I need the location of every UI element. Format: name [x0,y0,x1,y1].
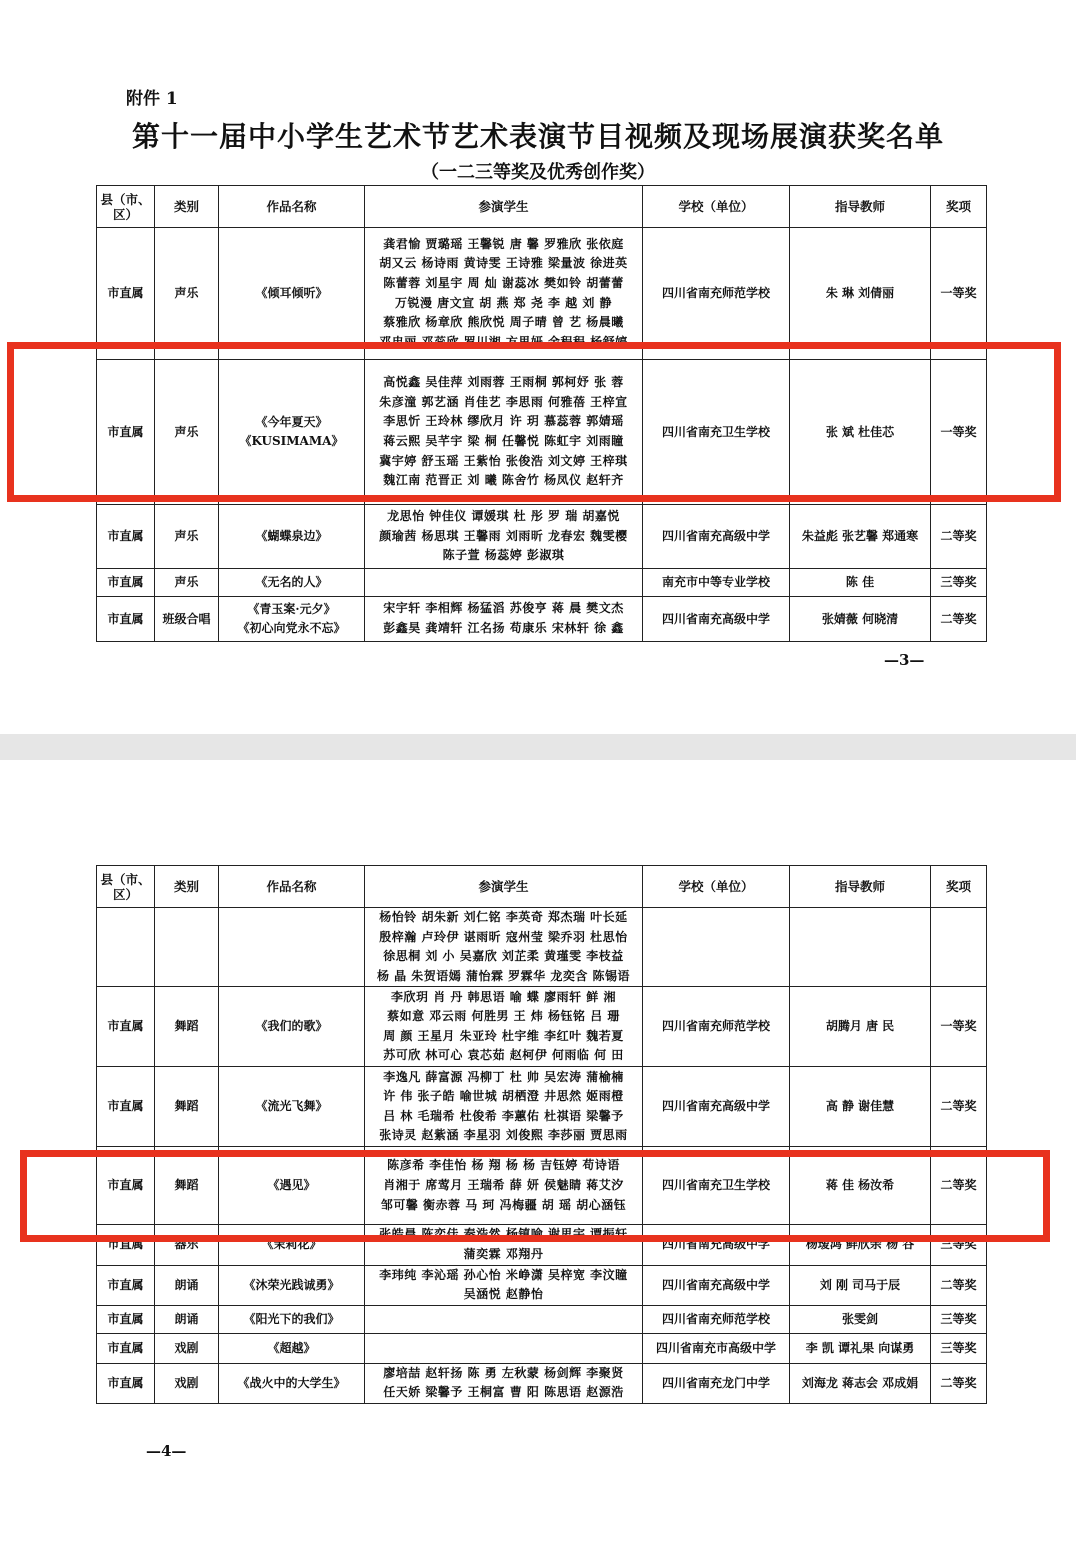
student-names-line: 李逸凡 薛富源 冯柳丁 杜 帅 吴宏涛 蒲榆楠 [383,1069,624,1084]
students-cell [365,1333,643,1363]
work-title-cell [219,908,365,987]
category-cell: 舞蹈 [155,1067,219,1147]
county-cell: 市直属 [97,1363,155,1403]
category-cell: 朗诵 [155,1305,219,1333]
header-school: 学校（单位） [643,186,790,228]
teachers-cell [790,908,931,987]
page-number: —4— [146,1442,187,1460]
attachment-label: 附件 1 [126,89,178,109]
header-award: 奖项 [931,866,987,908]
school-cell: 四川省南充市高级中学 [643,1333,790,1363]
county-cell: 市直属 [97,987,155,1067]
header-county: 县（市、区） [97,186,155,228]
award-cell: 二等奖 [931,1265,987,1305]
school-cell: 四川省南充卫生学校 [643,360,790,505]
school-cell: 四川省南充高级中学 [643,597,790,642]
school-cell: 四川省南充高级中学 [643,1265,790,1305]
header-award: 奖项 [931,186,987,228]
work-title-cell [219,987,365,1067]
award-table-page-4 [96,865,987,1404]
student-names-line: 吕 林 毛瑞希 杜俊希 李蕙佑 杜祺语 梁馨予 [383,1108,624,1123]
school-cell: 四川省南充高级中学 [643,505,790,569]
student-names-line: 高悦鑫 吴佳萍 刘雨蓉 王雨桐 郭柯妤 张 蓉 [383,375,624,390]
table-row [97,1265,987,1305]
category-cell: 戏剧 [155,1363,219,1403]
table-row [97,1067,987,1147]
county-cell: 市直属 [97,228,155,360]
student-names-line: 任天娇 梁馨予 王桐富 曹 阳 陈思语 赵源浩 [383,1385,624,1400]
students-cell [365,1363,643,1403]
table-row [97,597,987,642]
document-subtitle: （一二三等奖及优秀创作奖） [421,162,655,183]
category-cell: 舞蹈 [155,1147,219,1225]
student-names-line: 胡又云 杨诗雨 黄诗雯 王诗雅 梁量波 徐进英 [379,256,628,271]
header-students: 参演学生 [365,186,643,228]
work-title-line: 《超越》 [267,1340,316,1355]
work-title-cell [219,1067,365,1147]
teachers-cell: 朱 琳 刘倩丽 [790,228,931,360]
student-names-line: 徐思桐 刘 小 吴嘉欣 刘芷柔 黄瑾雯 李枝益 [383,949,624,964]
teachers-cell: 胡腾月 唐 民 [790,987,931,1067]
student-names-line: 彭鑫昊 龚靖轩 江名扬 苟康乐 宋林轩 徐 鑫 [383,621,624,635]
student-names-line: 冀宇婷 舒玉瑶 王紫怡 张俊浩 刘文婷 王梓琪 [379,453,628,468]
work-title-line: 《无名的人》 [255,575,328,589]
award-cell: 二等奖 [931,1363,987,1403]
work-title-cell [219,505,365,569]
teachers-cell: 杨瑷鸿 鲜欣余 杨 谷 [790,1225,931,1265]
work-title-line: 《战火中的大学生》 [237,1375,346,1390]
header-school: 学校（单位） [643,866,790,908]
work-title-line: 《青玉案·元夕》 [247,602,336,616]
award-cell: 一等奖 [931,228,987,360]
category-cell: 声乐 [155,505,219,569]
school-cell [643,908,790,987]
category-cell: 器乐 [155,1225,219,1265]
work-title-cell [219,569,365,597]
table-row [97,1363,987,1403]
highlight-box-row-2 [7,342,1061,502]
work-title-cell [219,1305,365,1333]
teachers-cell: 张 斌 杜佳芯 [790,360,931,505]
work-title-cell [219,228,365,360]
category-cell: 舞蹈 [155,987,219,1067]
award-cell: 一等奖 [931,987,987,1067]
teachers-cell: 高 静 谢佳慧 [790,1067,931,1147]
header-category: 类别 [155,186,219,228]
work-title-line: 《遇见》 [267,1178,316,1193]
teachers-cell: 蒋 佳 杨汝希 [790,1147,931,1225]
student-names-line: 宋宇轩 李相辉 杨猛滔 苏俊亨 蒋 晨 樊文杰 [383,601,624,616]
student-names-line: 龙思怡 钟佳仪 谭媛琪 杜 彤 罗 瑞 胡嘉悦 [387,509,620,524]
teachers-cell: 陈 佳 [790,569,931,597]
student-names-line: 陈彦希 李佳怡 杨 翔 杨 杨 吉钰婷 苟诗语 [387,1158,620,1173]
teachers-cell: 朱益彪 张艺馨 郑通寒 [790,505,931,569]
student-names-line: 苏可欣 林可心 袁芯茹 赵柯伊 何雨临 何 田 [383,1048,624,1063]
award-cell: 二等奖 [931,505,987,569]
header-teachers: 指导教师 [790,186,931,228]
header-work: 作品名称 [219,866,365,908]
teachers-cell: 张雯剑 [790,1305,931,1333]
category-cell: 声乐 [155,569,219,597]
school-cell: 四川省南充师范学校 [643,1305,790,1333]
student-names-line: 蔡如意 邓云雨 何胜男 王 炜 杨钰铭 吕 珊 [387,1009,620,1024]
work-title-line: 《沐荣光践诚勇》 [243,1277,340,1292]
students-cell [365,505,643,569]
county-cell: 市直属 [97,1225,155,1265]
students-cell [365,1067,643,1147]
teachers-cell: 刘海龙 蒋志会 邓成娟 [790,1363,931,1403]
work-title-cell [219,1265,365,1305]
teachers-cell: 李 凯 谭礼果 向谋勇 [790,1333,931,1363]
students-cell [365,908,643,987]
student-names-line: 李玮纯 李沁瑶 孙心怡 米峥潇 吴梓宽 李汶瞳 [379,1267,628,1282]
award-cell: 三等奖 [931,1333,987,1363]
students-cell [365,228,643,360]
school-cell: 四川省南充卫生学校 [643,1147,790,1225]
work-title-cell [219,1363,365,1403]
work-title-line: 《蝴蝶泉边》 [255,529,328,543]
header-category: 类别 [155,866,219,908]
work-title-line: 《KUSIMAMA》 [239,434,344,448]
work-title-line: 《初心向党永不忘》 [237,621,346,635]
student-names-line: 蒲奕霖 邓翔丹 [463,1246,544,1261]
table-row [97,908,987,987]
county-cell: 市直属 [97,597,155,642]
students-cell [365,987,643,1067]
school-cell: 四川省南充龙门中学 [643,1363,790,1403]
category-cell: 声乐 [155,228,219,360]
student-names-line: 陈蕾蓉 刘星宇 周 灿 谢蕊冰 樊如铃 胡蕾蕾 [383,275,624,290]
school-cell: 四川省南充师范学校 [643,987,790,1067]
table-row [97,1333,987,1363]
student-names-line: 龚君愉 贾璐瑶 王馨锐 唐 馨 罗雅欣 张依庭 [383,236,624,251]
county-cell: 市直属 [97,1265,155,1305]
students-cell [365,569,643,597]
student-names-line: 张皓晨 陈奕佳 秦浩然 杨镇喻 谢思宇 谭振轩 [379,1227,628,1242]
teachers-cell: 刘 刚 司马于辰 [790,1265,931,1305]
student-names-line: 李思忻 王玲林 缪欣月 许 玥 慕蕊蓉 郭婧瑶 [383,414,624,429]
student-names-line: 肖湘于 席莺月 王瑞希 薛 妍 侯魅睛 蒋艾汐 [383,1178,624,1193]
county-cell: 市直属 [97,1067,155,1147]
table-row [97,505,987,569]
county-cell: 市直属 [97,1333,155,1363]
category-cell: 朗诵 [155,1265,219,1305]
work-title-line: 《今年夏天》 [255,415,328,429]
work-title-line: 《阳光下的我们》 [243,1311,340,1326]
student-names-line: 殷梓瀚 卢玲伊 谌雨昕 寇州莹 梁乔羽 杜思怡 [379,929,628,944]
student-names-line: 蒋云熙 吴芊宇 梁 桐 任馨悦 陈虹宇 刘雨瞳 [383,434,624,448]
county-cell [97,908,155,987]
award-cell: 二等奖 [931,1147,987,1225]
teachers-cell: 张婧薇 何晓清 [790,597,931,642]
student-names-line: 邹可馨 衡赤蓉 马 珂 冯梅疆 胡 瑶 胡心涵钰 [380,1197,627,1212]
county-cell: 市直属 [97,1147,155,1225]
student-names-line: 魏江南 范晋正 刘 曦 陈舍竹 杨凤仪 赵轩齐 [383,473,624,488]
student-names-line: 朱彦潼 郭艺涵 肖佳艺 李思雨 何雅蓓 王梓宣 [379,394,628,409]
students-cell [365,1265,643,1305]
county-cell: 市直属 [97,1305,155,1333]
students-cell [365,1305,643,1333]
work-title-line: 《倾耳倾听》 [255,286,328,300]
page-separator [0,734,1076,760]
work-title-line: 《我们的歌》 [255,1019,328,1034]
highlight-box-row-yujian [20,1150,1050,1242]
student-names-line: 李欣玥 肖 丹 韩思语 喻 蝶 廖雨轩 鲜 湘 [391,989,616,1004]
school-cell: 四川省南充师范学校 [643,228,790,360]
award-cell: 三等奖 [931,1305,987,1333]
table-row [97,987,987,1067]
header-county: 县（市、区） [97,866,155,908]
student-names-line: 蔡雅欣 杨章欣 熊欣悦 周子晴 曾 艺 杨晨曦 [383,315,624,330]
award-cell: 二等奖 [931,1067,987,1147]
student-names-line: 张诗灵 赵紫涵 李星羽 刘俊熙 李莎丽 贾思雨 [379,1128,628,1143]
school-cell: 四川省南充高级中学 [643,1067,790,1147]
header-work: 作品名称 [219,186,365,228]
county-cell: 市直属 [97,360,155,505]
work-title-cell [219,597,365,642]
student-names-line: 廖培喆 赵轩扬 陈 勇 左秋蒙 杨剑辉 李聚贤 [383,1365,624,1380]
category-cell: 班级合唱 [155,597,219,642]
page-number: —3— [884,651,925,669]
student-names-line: 杨 晶 朱贺语嫣 蒲怡霖 罗霖华 龙奕含 陈锡语 [376,968,631,983]
student-names-line: 颜瑜茜 杨思琪 王馨雨 刘雨昕 龙春宏 魏雯樱 [379,528,628,543]
county-cell: 市直属 [97,505,155,569]
table-header-row [97,866,987,908]
work-title-line: 《流光飞舞》 [255,1099,328,1114]
category-cell: 戏剧 [155,1333,219,1363]
award-cell: 三等奖 [931,569,987,597]
school-cell: 四川省南充高级中学 [643,1225,790,1265]
category-cell: 声乐 [155,360,219,505]
table-row [97,569,987,597]
award-cell: 三等奖 [931,1225,987,1265]
student-names-line: 许 伟 张子皓 喻世城 胡栖澄 井思然 姬雨橙 [383,1089,624,1104]
table-row [97,1305,987,1333]
category-cell [155,908,219,987]
student-names-line: 陈子萱 杨蕊婷 彭淑琪 [442,548,565,563]
students-cell [365,597,643,642]
header-teachers: 指导教师 [790,866,931,908]
county-cell: 市直属 [97,569,155,597]
school-cell: 南充市中等专业学校 [643,569,790,597]
student-names-line: 吴涵悦 赵静怡 [463,1287,544,1302]
table-header-row [97,186,987,228]
document-title: 第十一届中小学生艺术节艺术表演节目视频及现场展演获奖名单 [131,120,944,153]
header-students: 参演学生 [365,866,643,908]
table-row [97,228,987,360]
student-names-line: 万锐漫 唐文宣 胡 燕 郑 尧 李 越 刘 静 [394,295,613,310]
student-names-line: 周 颜 王星月 朱亚玲 杜宇维 李红叶 魏若夏 [383,1028,624,1043]
student-names-line: 邓忠丽 邓蕊欣 罗川湘 方思妍 余程程 杨舒婷 [379,334,628,349]
student-names-line: 杨怡铃 胡朱新 刘仁铭 李英奇 郑杰瑞 叶长延 [379,910,628,924]
work-title-cell [219,1333,365,1363]
work-title-line: 《茉莉花》 [261,1237,322,1252]
award-cell: 一等奖 [931,360,987,505]
award-cell [931,908,987,987]
award-cell: 二等奖 [931,597,987,642]
